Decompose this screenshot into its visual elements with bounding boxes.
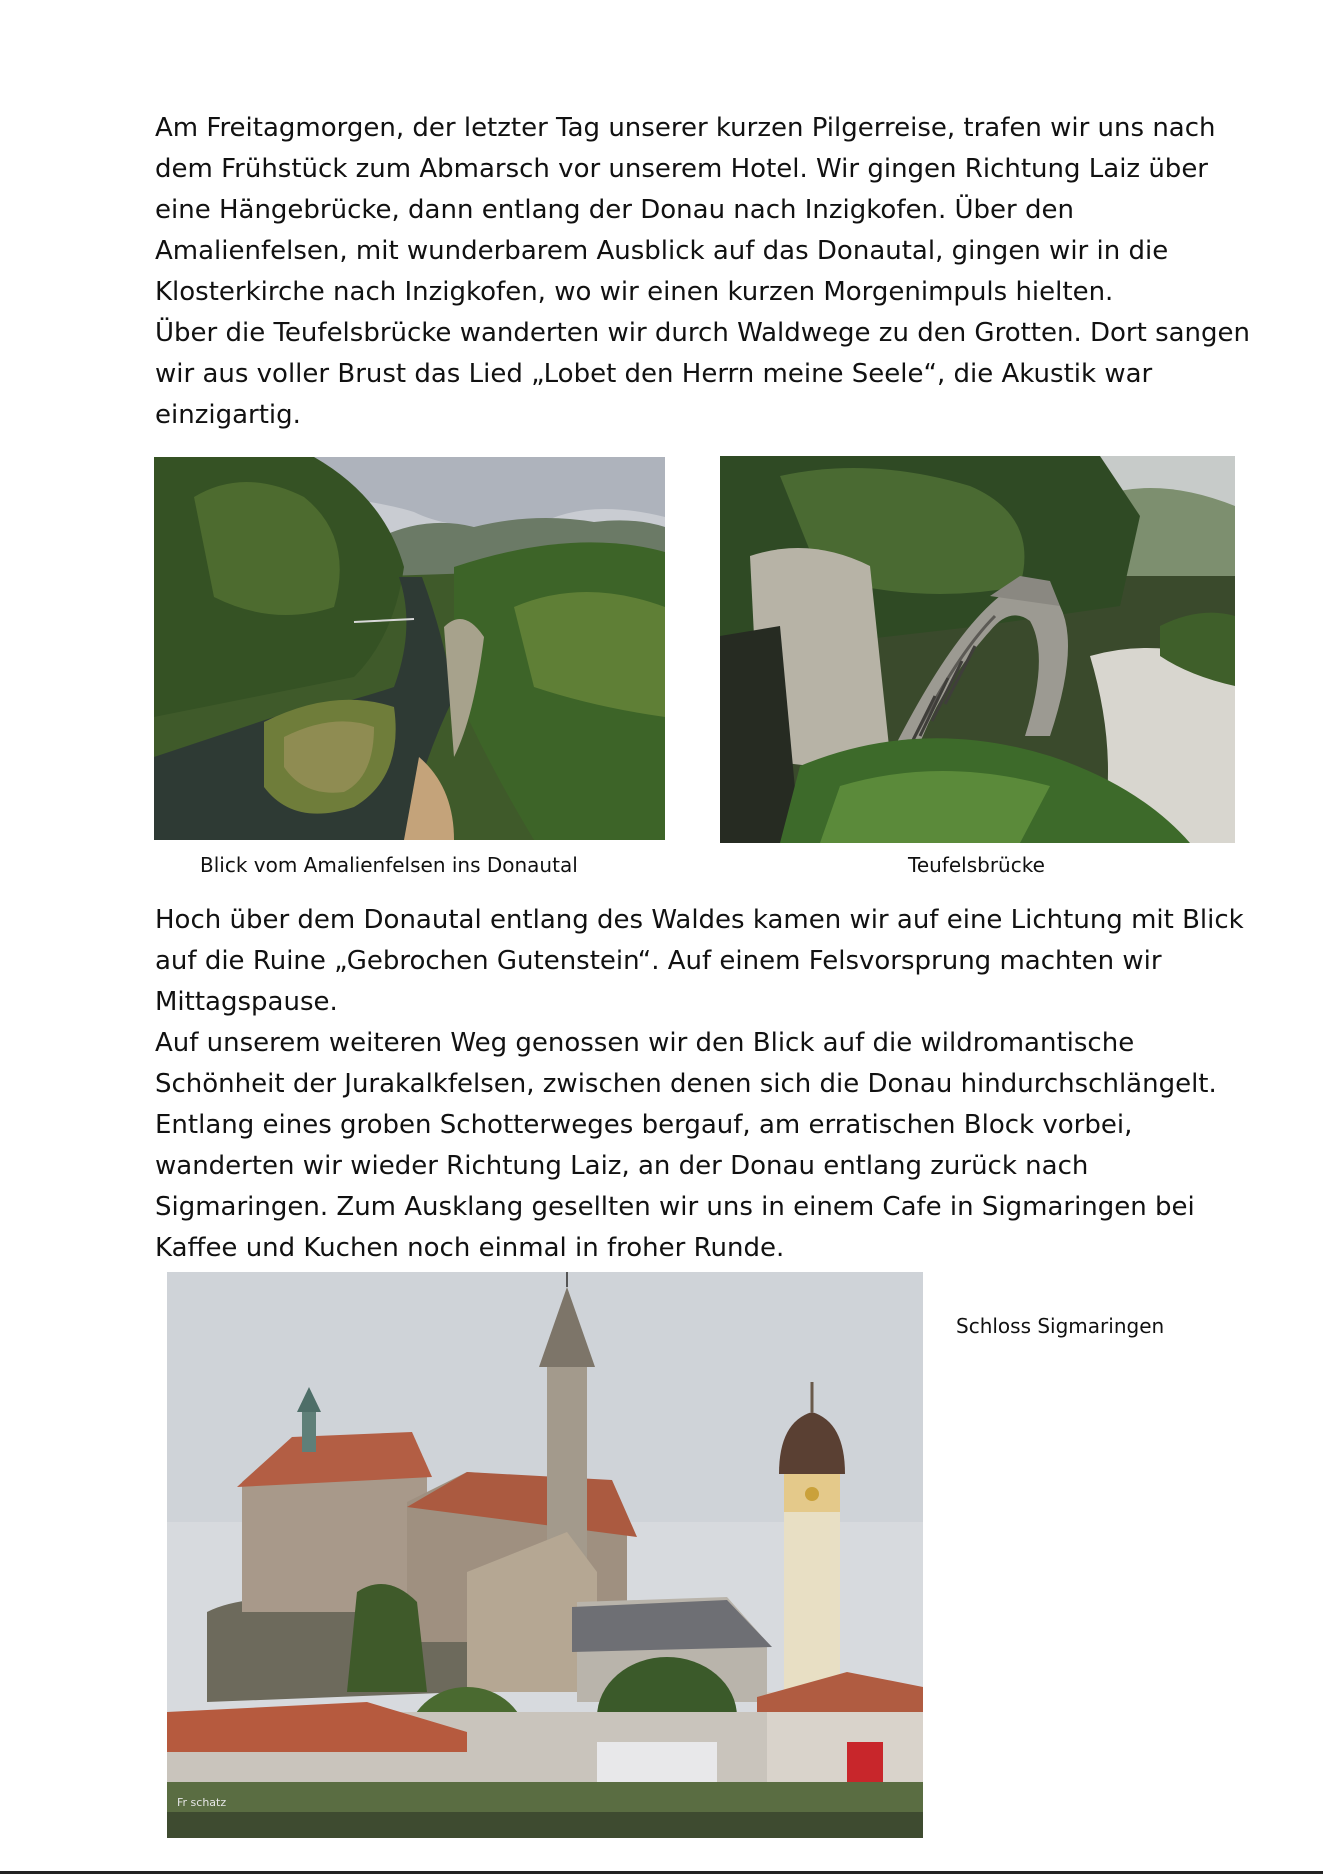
store-sign-text: Fr schatz — [177, 1796, 227, 1809]
caption-teufelsbruecke: Teufelsbrücke — [908, 853, 1045, 877]
caption-donautal: Blick vom Amalienfelsen ins Donautal — [200, 853, 578, 877]
photo-schloss-sigmaringen — [167, 1272, 923, 1838]
paragraph-morning: Am Freitagmorgen, der letzter Tag unserer kurzen Pilgerreise, trafen wir uns nach dem Frühstück zum Abmarsch vor unserem Hotel. Wir gingen Richtung Laiz über eine Hängebrücke, dann entlang der Donau nach Inzigkofen. Über den Amalienfelsen, mit wunderbarem Ausblick auf das Donautal, gingen wir in die Klosterkirche nach Inzigkofen, wo wir einen kurzen Morgenimpuls hielten. — [155, 113, 1216, 307]
paragraph-sigmaringen: Auf unserem weiteren Weg genossen wir den Blick auf die wildromantische Schönheit der Jurakalkfelsen, zwischen denen sich die Donau hindurchschlängelt. Entlang eines groben Schotterweges bergauf, am erratischen Block vorbei, wanderten wir wieder Richtung Laiz, an der Donau entlang zurück nach Sigmaringen. Zum Ausklang gesellten wir uns in einem Cafe in Sigmaringen bei Kaffee und Kuchen noch einmal in froher Runde. — [155, 1028, 1217, 1263]
caption-schloss-sigmaringen: Schloss Sigmaringen — [956, 1314, 1165, 1338]
photo-donautal — [154, 457, 665, 840]
paragraph-teufelsbruecke: Über die Teufelsbrücke wanderten wir durch Waldwege zu den Grotten. Dort sangen wir aus voller Brust das Lied „Lobet den Herrn meine Seele“, die Akustik war einzigartig. — [155, 318, 1251, 430]
paragraph-gutenstein: Hoch über dem Donautal entlang des Waldes kamen wir auf eine Lichtung mit Blick auf die Ruine „Gebrochen Gutenstein“. Auf einem Felsvorsprung machten wir Mittagspause. — [155, 905, 1244, 1017]
photo-teufelsbruecke — [720, 456, 1235, 843]
